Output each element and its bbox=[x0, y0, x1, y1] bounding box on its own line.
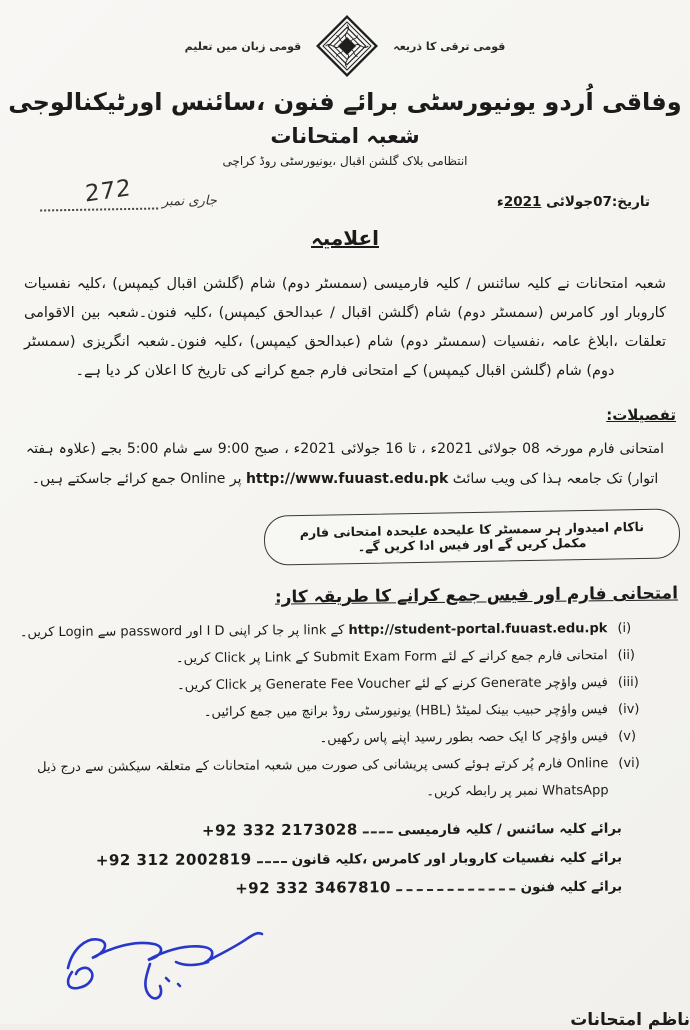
item-3-text: فیس واؤچر Generate کرنے کے لئے Generate Fee Voucher پر Click کریں۔ bbox=[176, 675, 608, 694]
details-text-2: پر Online جمع کرائے جاسکتے ہیں۔ bbox=[31, 471, 246, 487]
issue-number-handwritten: 272 bbox=[84, 175, 133, 208]
item-6-numeral: (vi) bbox=[618, 755, 640, 772]
date-era-mark: ء bbox=[496, 194, 504, 210]
details-text-1: امتحانی فارم مورخہ 08 جولائی 2021ء ، تا 16 جولائی 2021ء ، صبح 9:00 سے شام 5:00 بجے (علاوہ ہفتہ اتوار) تک جامعہ ہذا کی ویب سائٹ bbox=[26, 441, 664, 487]
address-line: انتظامی بلاک گلشن اقبال ،یونیورسٹی روڈ کراچی bbox=[222, 154, 468, 168]
procedure-list bbox=[19, 615, 662, 808]
failed-candidates-notice-box: ناکام امیدوار ہر سمسٹر کا علیحدہ علیحدہ امتحانی فارم مکمل کریں گے اور فیس ادا کریں گے۔ bbox=[264, 508, 681, 565]
item-2-numeral: (ii) bbox=[617, 647, 636, 664]
signature-ink bbox=[58, 922, 288, 1008]
university-website-url: http://www.fuuast.edu.pk bbox=[245, 471, 449, 487]
contact-row-arts bbox=[235, 877, 622, 898]
procedure-item-6 bbox=[20, 750, 662, 808]
student-portal-url: http://student-portal.fuuast.edu.pk bbox=[348, 621, 608, 638]
announcement-paragraph: شعبہ امتحانات نے کلیہ سائنس / کلیہ فارمیسی (سمسٹر دوم) شام (گلشن اقبال کیمپس) ،کلیہ نفسیات کاروبار اور کامرس (سمسٹر دوم) شام (گلشن اقبال / عبدالحق کیمپس) ،کلیہ فنون۔شعبہ بین الاقوامی تعلقات ،ابلاغ عامہ ،نفسیات (سمسٹر دوم) شام (عبدالحق کیمپس) ،کلیہ فنون۔شعبہ انگریزی (سمسٹر دوم) شام (گلشن اقبال کیمپس) کے امتحانی فارم جمع کرانے کی تاریخ کا اعلان کر دیا ہے۔ bbox=[24, 276, 666, 379]
date-prefix: تاریخ:07جولائی bbox=[541, 194, 650, 210]
item-5-numeral: (v) bbox=[618, 728, 637, 745]
university-logo-row bbox=[0, 14, 690, 78]
notice-title: اعلامیہ bbox=[311, 226, 379, 250]
contact-2-number: +92 312 2002819 bbox=[95, 850, 252, 870]
contact-1-dashes bbox=[363, 831, 393, 833]
department-title: شعبہ امتحانات bbox=[270, 124, 420, 148]
contact-1-label: برائے کلیہ سائنس / کلیہ فارمیسی bbox=[397, 820, 622, 839]
details-heading: تفصیلات: bbox=[606, 406, 676, 424]
item-1-numeral: (i) bbox=[617, 620, 632, 637]
item-2-text: امتحانی فارم جمع کرانے کے لئے Submit Exam Form کے Link پر Click کریں۔ bbox=[175, 648, 608, 667]
issue-number-label: جاری نمبر bbox=[161, 193, 217, 210]
issue-number-dotted-line bbox=[40, 175, 158, 211]
item-4-text: فیس واؤچر حبیب بینک لمیٹڈ (HBL) یونیورسٹی روڈ برانچ میں جمع کرائیں۔ bbox=[203, 702, 609, 720]
controller-of-examinations-title: ناظم امتحانات bbox=[570, 1010, 690, 1030]
contact-row-science-pharmacy bbox=[201, 819, 622, 840]
date-year: 2021 bbox=[503, 194, 542, 210]
meta-row bbox=[40, 175, 650, 210]
contact-2-dashes bbox=[257, 861, 287, 863]
item-1-text bbox=[19, 615, 617, 646]
university-emblem-icon bbox=[315, 14, 379, 78]
item-3-numeral: (iii) bbox=[617, 674, 639, 691]
item-1-text-rest: کے link پر جا کر اپنی I D اور password سے Login کریں۔ bbox=[19, 622, 349, 641]
issue-number-block bbox=[40, 175, 217, 211]
contact-3-number: +92 332 3467810 bbox=[235, 878, 392, 898]
signature-block bbox=[58, 922, 690, 1008]
procedure-heading: امتحانی فارم اور فیس جمع کرانے کا طریقہ کار: bbox=[274, 583, 679, 608]
contact-1-number: +92 332 2173028 bbox=[201, 820, 358, 840]
item-6-text: Online فارم پُر کرتے ہوئے کسی پریشانی کی صورت میں شعبہ امتحانات کے متعلقہ سیکشن سے درج ذیل WhatsApp نمبر پر رابطہ کریں۔ bbox=[37, 756, 609, 800]
whatsapp-contacts bbox=[95, 819, 623, 898]
university-title: وفاقی اُردو یونیورسٹی برائے فنون ،سائنس اورٹیکنالوجی bbox=[8, 88, 682, 116]
contact-3-dashes bbox=[396, 888, 516, 891]
contact-row-commerce-law bbox=[95, 848, 623, 870]
contact-3-label: برائے کلیہ فنون bbox=[520, 878, 623, 896]
date-line bbox=[497, 194, 650, 210]
item-4-numeral: (iv) bbox=[617, 701, 640, 718]
item-5-text: فیس واؤچر کا ایک حصہ بطور رسید اپنے پاس رکھیں۔ bbox=[319, 729, 609, 747]
motto-right-text: قومی ترقی کا ذریعہ bbox=[393, 39, 506, 53]
details-paragraph bbox=[26, 434, 664, 494]
motto-left-text: قومی زبان میں تعلیم bbox=[184, 39, 302, 53]
contact-2-label: برائے کلیہ نفسیات کاروبار اور کامرس ،کلیہ قانون bbox=[291, 849, 623, 868]
